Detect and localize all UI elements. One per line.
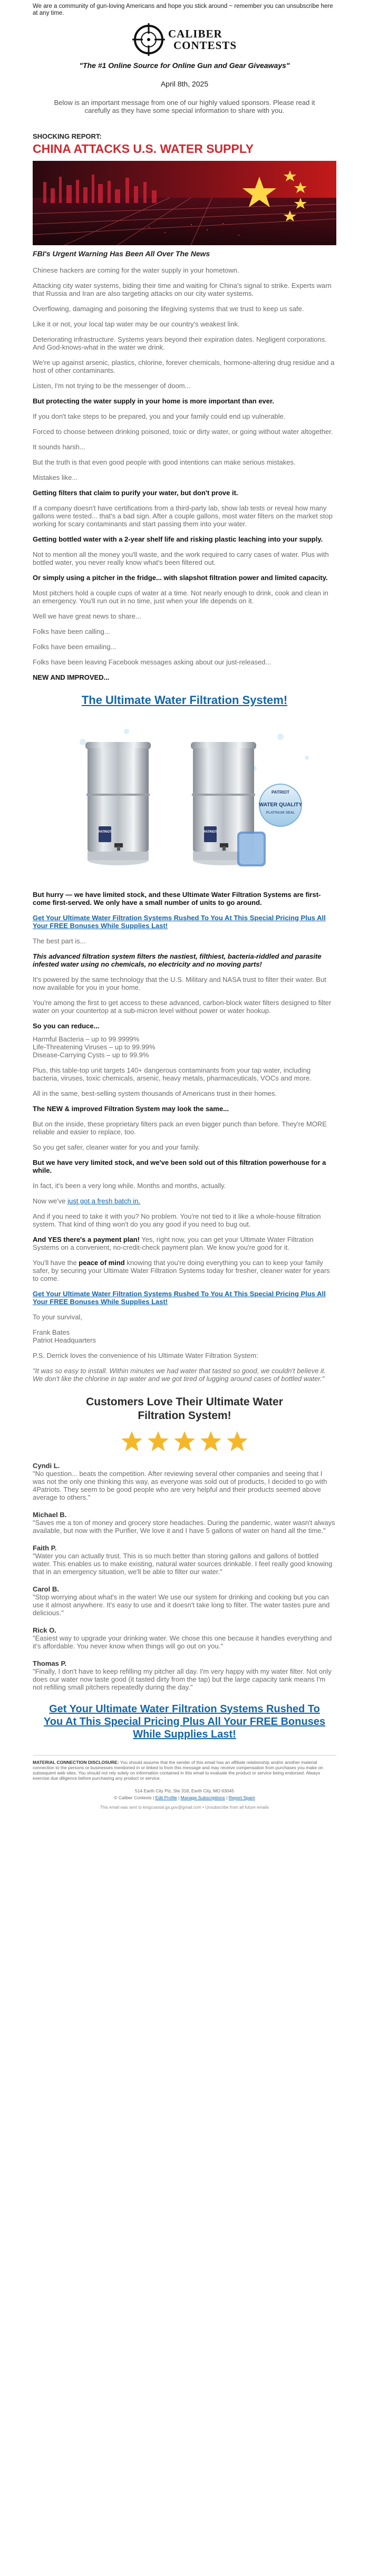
ps-quote: "It was so easy to install. Within minutes we had water that tasted so good, we couldn't believe it. We don't like the chlorine in tap water and we got tired of lugging around cases of bottled water."	[33, 1366, 326, 1383]
fresh-batch-lead: Now we've	[33, 1197, 66, 1205]
body-paragraph: Not to mention all the money you'll waste, and the work required to carry cases of water. Plus with bottled water, you never really know what's been filtered out.	[33, 551, 329, 567]
body-paragraph: Overflowing, damaging and poisoning the lifegiving systems that we trust to keep us safe.	[33, 305, 304, 313]
disclosure-label: MATERIAL CONNECTION DISCLOSURE:	[33, 1759, 119, 1765]
body-paragraph: Folks have been emailing...	[33, 643, 116, 651]
review-text: "Stop worrying about what's in the water! We use our system for drinking and cooking but you can use it almost anywhere. It's easy to use and it doesn't take long to filter. The water tastes pure and delicious."	[33, 1593, 330, 1617]
body-paragraph: Deteriorating infrastructure. Systems years beyond their expiration dates. Negligent corporations. And God-knows-what in the water we drink.	[33, 335, 327, 352]
shocking-report-label: SHOCKING REPORT:	[33, 132, 102, 140]
body-paragraph: Plus, this table-top unit targets 140+ dangerous contaminants from your tap water, including bacteria, viruses, toxic chemicals, arsenic, heavy metals, pharmaceuticals, VOCs and more.	[33, 1066, 312, 1082]
reduce-item: Harmful Bacteria – up to 99.9999%	[33, 1035, 140, 1043]
svg-text:PATRIOT: PATRIOT	[203, 830, 217, 834]
body-paragraph: Mistakes like...	[33, 474, 78, 482]
brand-wordmark	[168, 28, 237, 51]
send-date: April 8th, 2025	[160, 79, 209, 88]
bold-paragraph: But we have very limited stock, and we've been sold out of this filtration powerhouse for a while.	[33, 1158, 326, 1174]
body-paragraph: But the truth is that even good people with good intentions can make serious mistakes.	[33, 458, 296, 467]
signoff: To your survival,	[33, 1313, 82, 1321]
headline: CHINA ATTACKS U.S. WATER SUPPLY	[33, 142, 254, 156]
body-paragraph: We're up against arsenic, plastics, chlorine, forever chemicals, hormone-altering drug residue and a host of other contaminants.	[33, 359, 335, 375]
report-spam-link[interactable]: Report Spam	[228, 1794, 255, 1800]
body-paragraph: Like it or not, your local tap water may be our country's weakest link.	[33, 320, 240, 329]
body-paragraph: If a company doesn't have certifications from a third-party lab, show lab tests or reveal how many gallons were tested... that's a bad sign. After a couple gallons, most water filters on the market stop working for scary contaminants and start passing them into your water.	[33, 504, 333, 528]
reduce-item: Life-Threatening Viruses – up to 99.99%	[33, 1043, 156, 1051]
body-paragraph: If you don't take steps to be prepared, you and your family could end up vulnerable.	[33, 412, 286, 421]
china-flag-city-image	[33, 161, 336, 245]
signature-name: Frank Bates	[33, 1328, 70, 1336]
svg-text:PATRIOT: PATRIOT	[98, 830, 112, 834]
badge-line2: PLATINUM SEAL	[266, 811, 295, 815]
manage-subscriptions-link[interactable]: Manage Subscriptions	[180, 1794, 225, 1800]
hero-caption: FBI's Urgent Warning Has Been All Over The News	[33, 249, 210, 258]
body-paragraph: In fact, it's been a very long while. Months and months, actually.	[33, 1181, 226, 1190]
brand-line2: CONTESTS	[173, 39, 237, 52]
star-icon	[199, 1430, 222, 1452]
brand-line1: CALIBER	[168, 27, 222, 40]
payment-plan-bold: And YES there's a payment plan!	[33, 1235, 140, 1243]
body-paragraph: Attacking city water systems, biding their time and waiting for China's signal to strike. Experts warn that Russia and Iran are also targeting attacks on our city water systems.	[33, 282, 332, 298]
bold-paragraph: But protecting the water supply in your home is more important than ever.	[33, 397, 274, 406]
hero-image[interactable]	[33, 161, 336, 245]
disclosure-text: You should assume that the sender of this email has an affiliate relationship and/or another material connection to the persons or businesses mentioned in or linked to from this message and may receive compensation from purchases you make on subsequent web sites. You should not rely solely on information contained in this email to evaluate the product or service being endorsed. Always exercise due diligence before purchasing any product or service.	[33, 1759, 323, 1781]
limited-stock-notice: But hurry — we have limited stock, and these Ultimate Water Filtration Systems are first-come first-served. We only have a small number of units to go around.	[33, 890, 321, 906]
star-icon	[226, 1430, 249, 1452]
ps-line: P.S. Derrick loves the convenience of his Ultimate Water Filtration System:	[33, 1351, 258, 1359]
unsubscribe-line[interactable]: This email was sent to kingcoastal.ga.gov@gmail.com • Unsubscribe from all future emails	[100, 1805, 269, 1810]
review-text: "Saves me a ton of money and grocery store headaches. During the pandemic, water wasn't always available, but now with the Purifier, We love it and I have 5 gallons of water on hand all the time."	[33, 1518, 335, 1535]
cta-link-top[interactable]: Get Your Ultimate Water Filtration Systems Rushed To You At This Special Pricing Plus All Your FREE Bonuses While Supplies Last!	[33, 913, 326, 930]
body-paragraph: Folks have been leaving Facebook messages asking about our just-released...	[33, 658, 271, 667]
reviewer-name: Faith P.	[33, 1543, 57, 1552]
footer-address: 514 Earth City Plz, Ste 318, Earth City, MO 63045	[135, 1788, 234, 1793]
reviewer-name: Rick O.	[33, 1626, 56, 1634]
peace-lead: You'll have the	[33, 1258, 79, 1267]
reviews-title: Customers Love Their Ultimate Water Filtration System!	[86, 1395, 283, 1422]
body-paragraph: All in the same, best-selling system thousands of Americans trust in their homes.	[33, 1089, 277, 1097]
bold-paragraph: Or simply using a pitcher in the fridge... with slapshot filtration power and limited capacity.	[33, 574, 328, 582]
footer-copyright: © Caliber Contests	[114, 1794, 152, 1800]
reviewer-name: Thomas P.	[33, 1659, 67, 1667]
rating-stars	[33, 1430, 336, 1452]
fresh-batch-line	[33, 1197, 336, 1205]
product-image[interactable]	[33, 721, 336, 882]
footer-links: © Caliber Contests | Edit Profile | Manage Subscriptions | Report Spam	[114, 1794, 255, 1800]
signature-org: Patriot Headquarters	[33, 1336, 96, 1344]
reduce-item: Disease-Carrying Cysts – up to 99.9%	[33, 1050, 149, 1059]
body-paragraph: Listen, I'm not trying to be the messenger of doom...	[33, 382, 191, 390]
italic-bold-paragraph: This advanced filtration system filters the nastiest, filthiest, bacteria-riddled and parasite infested water using no chemicals, no electricity and no moving parts!	[33, 952, 322, 968]
review-text: "No question... beats the competition. After reviewing several other companies and seeing that I was not the only one thinking this way, as everyone was sold out of products, I decided to go with 4Patriots. They seem to be good people who are very helpful and their products seemed above average to others."	[33, 1469, 327, 1501]
peace-bold: peace of mind	[79, 1258, 125, 1267]
product-title-link[interactable]: The Ultimate Water Filtration System!	[81, 693, 288, 707]
big-cta	[33, 1703, 336, 1741]
review-text: "Easiest way to upgrade your drinking water. We chose this one because it handles everything and it's affordable. You never know when things will go out on you."	[33, 1634, 332, 1650]
body-paragraph: It's powered by the same technology that the U.S. Military and NASA trust to filter their water. But now available for you in your home.	[33, 975, 326, 991]
new-improved-label: NEW AND IMPROVED...	[33, 673, 110, 682]
edit-profile-link[interactable]: Edit Profile	[155, 1794, 177, 1800]
body-paragraph: So you get safer, cleaner water for you and your family.	[33, 1143, 200, 1151]
star-icon	[120, 1430, 143, 1452]
sponsor-notice: Below is an important message from one of our highly valued sponsors. Please read it carefully as they have some special information to share with you.	[54, 98, 315, 114]
bold-paragraph: Getting filters that claim to purify your water, but don't prove it.	[33, 489, 238, 497]
payment-plan-paragraph	[33, 1236, 336, 1251]
preheader-text: We are a community of gun-loving Americans and hope you stick around ~ remember you can unsubscribe here at any time.	[33, 3, 333, 16]
badge-line1: WATER QUALITY	[258, 802, 303, 808]
signature	[33, 1328, 336, 1344]
review-list	[33, 1462, 336, 1691]
star-icon	[173, 1430, 196, 1452]
body-paragraph: But on the inside, these proprietary filters pack an even bigger punch than before. They're MORE reliable and easier to replace, too.	[33, 1120, 327, 1136]
water-filter-units-image	[33, 721, 336, 882]
reduce-title: So you can reduce...	[33, 1021, 100, 1030]
body-paragraph: It sounds harsh...	[33, 443, 85, 451]
body-paragraph: The best part is...	[33, 937, 86, 945]
bold-paragraph: The NEW & improved Filtration System may look the same...	[33, 1104, 229, 1113]
review-text: "Water you can actually trust. This is so much better than storing gallons and gallons of bottled water. This enables us to make existing, natural water sources drinkable. I feel really good knowing that in an emergency situation, we'll be able to filter our water."	[33, 1551, 333, 1576]
badge-brand: PATRIOT	[271, 789, 289, 795]
body-paragraph: Well we have great news to share...	[33, 612, 141, 621]
body-paragraph: Chinese hackers are coming for the water supply in your hometown.	[33, 266, 239, 275]
peace-of-mind-paragraph	[33, 1259, 336, 1282]
body-paragraph: Folks have been calling...	[33, 628, 110, 636]
cta-link-bottom[interactable]: Get Your Ultimate Water Filtration Systems Rushed To You At This Special Pricing Plus All Your FREE Bonuses While Supplies Last!	[43, 1703, 326, 1741]
fresh-batch-link[interactable]: just got a fresh batch in.	[67, 1197, 141, 1205]
star-icon	[147, 1430, 170, 1452]
tagline: "The #1 Online Source for Online Gun and Gear Giveaways"	[79, 61, 290, 70]
brand-logo[interactable]	[0, 20, 369, 59]
product-title	[33, 693, 336, 708]
peace-text: knowing that you're doing everything you can to keep your family safer, by securing your Ultimate Water Filtration Systems today for fresher, cleaner water for years to come.	[33, 1258, 330, 1282]
body-paragraph: Forced to choose between drinking poisoned, toxic or dirty water, or going without water altogether.	[33, 428, 333, 436]
material-disclosure	[33, 1755, 336, 1781]
body-paragraph: You're among the first to get access to these advanced, carbon-block water filters designed to filter water on your countertop at a sub-micron level without power or water hookup.	[33, 998, 332, 1015]
reviewer-name: Cyndi L.	[33, 1461, 60, 1470]
email-body	[0, 132, 369, 1781]
cta-link-middle[interactable]: Get Your Ultimate Water Filtration Systems Rushed To You At This Special Pricing Plus All Your FREE Bonuses While Supplies Last!	[33, 1289, 326, 1306]
reduce-list	[33, 1035, 336, 1059]
review-text: "Finally, I don't have to keep refilling my pitcher all day. I'm very happy with my water filter. Not only does our water now taste good (it tasted dirty from the tap) but the large capacity tank means I'm not refilling small pitchers repeatedly during the day."	[33, 1667, 332, 1691]
bold-paragraph: Getting bottled water with a 2-year shelf life and risking plastic leaching into your supply.	[33, 535, 323, 544]
reviewer-name: Carol B.	[33, 1585, 59, 1593]
payment-plan-text: Yes, right now, you can get your Ultimate Water Filtration Systems on a convenient, no-credit-check payment plan. We know you're good for it.	[33, 1235, 314, 1251]
reviewer-name: Michael B.	[33, 1510, 67, 1519]
body-paragraph: Most pitchers hold a couple cups of water at a time. Not nearly enough to drink, cook and clean in an emergency. You'll run out in no time, just when your life depends on it.	[33, 589, 328, 605]
body-paragraph: And if you need to take it with you? No problem. You're not tied to it like a whole-house filtration system. That kind of thing won't do you any good if you need to bug out.	[33, 1212, 321, 1228]
crosshair-icon	[132, 23, 165, 56]
